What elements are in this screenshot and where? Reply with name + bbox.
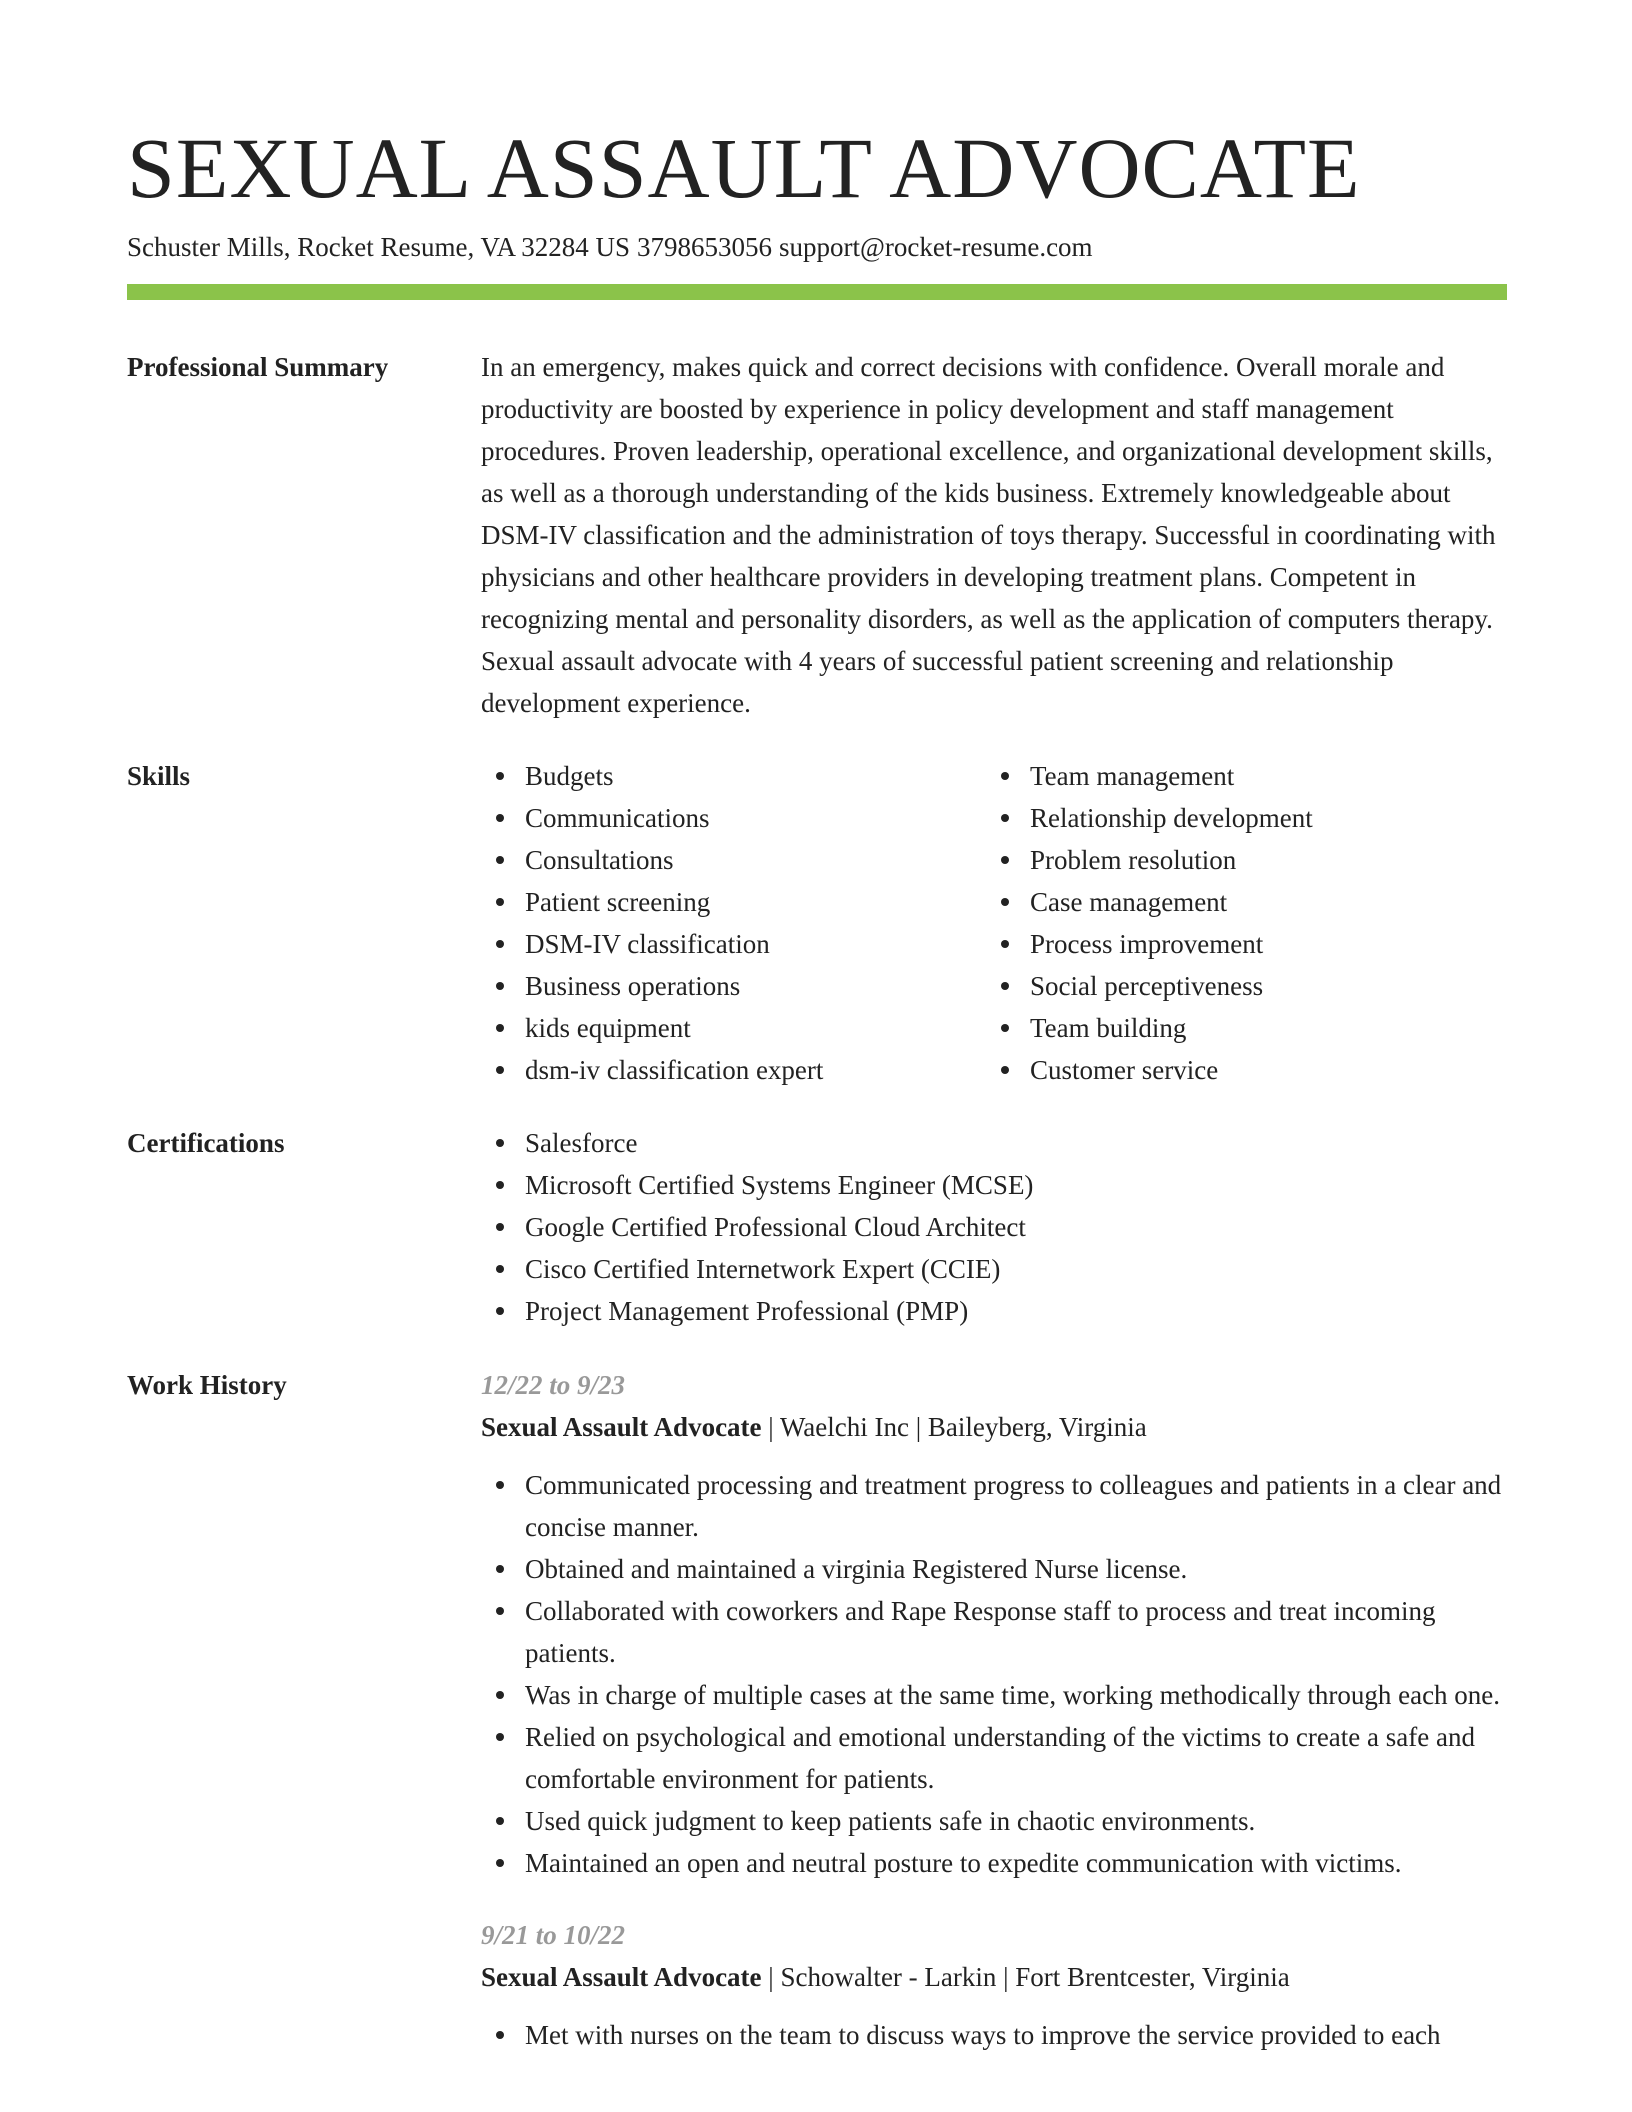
job-title: Sexual Assault Advocate: [481, 1962, 762, 1992]
list-item: dsm-iv classification expert: [481, 1049, 986, 1091]
job-heading: [481, 1956, 1507, 1998]
list-item: Met with nurses on the team to discuss ways to improve the service provided to each: [481, 2014, 1507, 2056]
summary-heading: Professional Summary: [127, 352, 389, 382]
job-bullets: [481, 2014, 1507, 2056]
contact-line: [127, 230, 1507, 264]
list-item: Case management: [986, 881, 1491, 923]
list-item: Relationship development: [986, 797, 1491, 839]
job-bullets: [481, 1464, 1507, 1884]
work-history-heading: Work History: [127, 1370, 287, 1400]
list-item: kids equipment: [481, 1007, 986, 1049]
list-item: Communicated processing and treatment progress to colleagues and patients in a clear and concise manner.: [481, 1464, 1507, 1548]
list-item: Was in charge of multiple cases at the same time, working methodically through each one.: [481, 1674, 1507, 1716]
skills-body: [481, 755, 1507, 1091]
list-item: Problem resolution: [986, 839, 1491, 881]
list-item: Google Certified Professional Cloud Architect: [481, 1206, 1507, 1248]
list-item: Process improvement: [986, 923, 1491, 965]
list-item: Relied on psychological and emotional understanding of the victims to create a safe and comfortable environment for patients.: [481, 1716, 1507, 1800]
list-item: Microsoft Certified Systems Engineer (MCSE): [481, 1164, 1507, 1206]
page-title: SEXUAL ASSAULT ADVOCATE: [127, 120, 1361, 216]
list-item: Salesforce: [481, 1122, 1507, 1164]
list-item: Communications: [481, 797, 986, 839]
job-title: Sexual Assault Advocate: [481, 1412, 762, 1442]
contact-email: support@rocket-resume.com: [779, 232, 1093, 262]
list-item: Project Management Professional (PMP): [481, 1290, 1507, 1332]
skills-heading: Skills: [127, 761, 191, 791]
job-entry: [481, 1914, 1507, 2056]
certifications-body: [481, 1122, 1507, 1332]
list-item: Collaborated with coworkers and Rape Response staff to process and treat incoming patients.: [481, 1590, 1507, 1674]
list-item: Team building: [986, 1007, 1491, 1049]
job-details: | Waelchi Inc | Baileyberg, Virginia: [761, 1412, 1147, 1442]
work-history-body: [481, 1364, 1507, 2056]
job-entry: [481, 1364, 1507, 1884]
contact-address: Schuster Mills, Rocket Resume, VA 32284 US: [127, 232, 631, 262]
summary-text: In an emergency, makes quick and correct decisions with confidence. Overall morale and productivity are boosted by experience in policy development and staff management procedures. Proven leadership, operational excellence, and organizational development skills, as well as a thorough understanding of the kids business. Extremely knowledgeable about DSM-IV classification and the administration of toys therapy. Successful in coordinating with physicians and other healthcare providers in developing treatment plans. Competent in recognizing mental and personality disorders, as well as the application of computers therapy. Sexual assault advocate with 4 years of successful patient screening and relationship development experience.: [481, 352, 1496, 718]
list-item: Maintained an open and neutral posture to expedite communication with victims.: [481, 1842, 1507, 1884]
certifications-list: [481, 1122, 1507, 1332]
list-item: Obtained and maintained a virginia Registered Nurse license.: [481, 1548, 1507, 1590]
list-item: Patient screening: [481, 881, 986, 923]
list-item: Used quick judgment to keep patients safe in chaotic environments.: [481, 1800, 1507, 1842]
job-dates: 12/22 to 9/23: [481, 1370, 626, 1400]
list-item: DSM-IV classification: [481, 923, 986, 965]
accent-divider: [127, 284, 1507, 300]
list-item: Budgets: [481, 755, 986, 797]
job-details: | Schowalter - Larkin | Fort Brentcester, Virginia: [761, 1962, 1290, 1992]
job-dates: 9/21 to 10/22: [481, 1920, 626, 1950]
list-item: Team management: [986, 755, 1491, 797]
job-heading: [481, 1406, 1507, 1448]
list-item: Business operations: [481, 965, 986, 1007]
skills-list-left: [481, 755, 986, 1091]
contact-phone: 3798653056: [637, 232, 773, 262]
certifications-heading: Certifications: [127, 1128, 285, 1158]
list-item: Customer service: [986, 1049, 1491, 1091]
list-item: Consultations: [481, 839, 986, 881]
list-item: Cisco Certified Internetwork Expert (CCIE): [481, 1248, 1507, 1290]
summary-body: [481, 346, 1507, 724]
skills-list-right: [986, 755, 1491, 1091]
resume-header: [127, 118, 1507, 300]
list-item: Social perceptiveness: [986, 965, 1491, 1007]
